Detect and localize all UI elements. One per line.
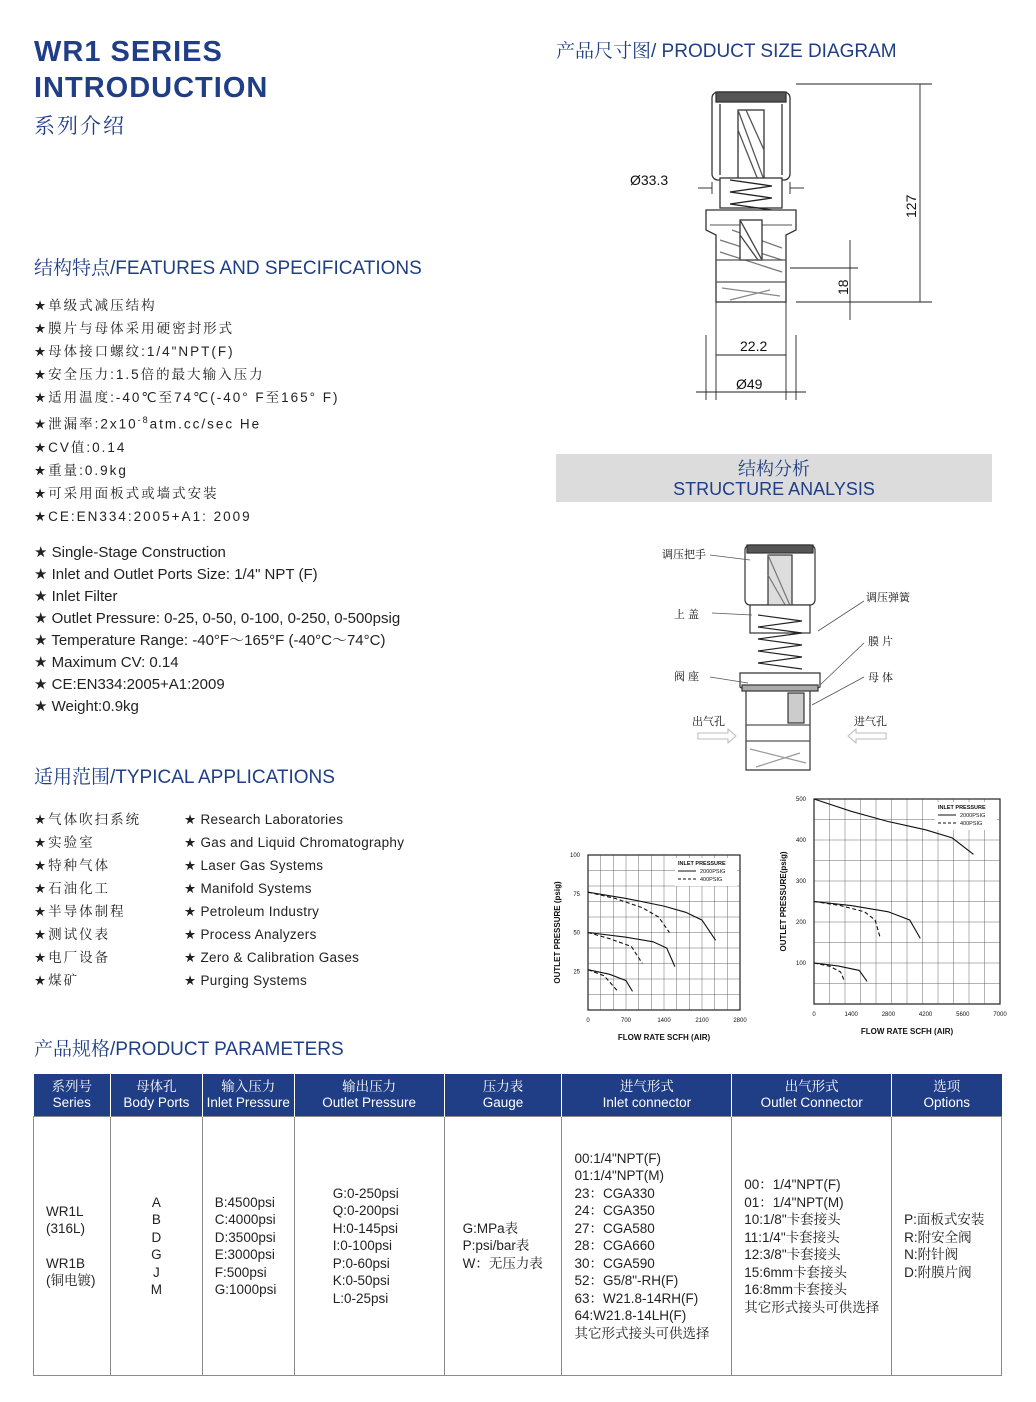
list-item: ★CV值:0.14: [34, 439, 127, 455]
legend-label: 400PSIG: [700, 877, 723, 883]
label-diaphragm: 膜 片: [868, 636, 894, 648]
series-title-line2: INTRODUCTION: [34, 72, 269, 104]
list-item: ★单级式减压结构: [34, 298, 157, 313]
x-tick-label: 1400: [657, 1018, 671, 1024]
list-item: ★适用温度:-40℃至74℃(-40° F至165° F): [34, 390, 340, 405]
features-cn-list: [34, 294, 340, 528]
list-item: ★ Inlet and Outlet Ports Size: 1/4" NPT (F): [34, 566, 318, 583]
x-tick-label: 4200: [918, 1012, 933, 1018]
flow-chart-high: [770, 795, 1015, 1050]
col-header-gauge: 压力表 Gauge: [444, 1074, 562, 1117]
list-item: ★ Purging Systems: [184, 973, 308, 988]
list-item: ★实验室: [34, 835, 95, 850]
list-item: ★ Outlet Pressure: 0-25, 0-50, 0-100, 0-250, 0-500psig: [34, 610, 401, 627]
col-header-inlet-pressure: 输入压力 Inlet Pressure: [202, 1074, 294, 1117]
list-item: ★煤矿: [34, 973, 80, 988]
list-item: ★ Weight:0.9kg: [34, 698, 139, 715]
structure-heading-en: STRUCTURE ANALYSIS: [673, 479, 875, 499]
list-item: ★气体吹扫系统: [34, 812, 142, 827]
y-axis-label: OUTLET PRESSURE (psig): [553, 881, 562, 984]
x-axis-label: FLOW RATE SCFH (AIR): [860, 1027, 954, 1036]
x-tick-label: 0: [812, 1012, 816, 1018]
label-seat: 阀 座: [674, 671, 700, 683]
list-item: ★ Gas and Liquid Chromatography: [184, 835, 405, 850]
size-diagram: [600, 70, 960, 410]
list-item: ★ Petroleum Industry: [184, 904, 320, 919]
legend-label: 2000PSIG: [700, 869, 726, 875]
structure-diagram: [650, 535, 940, 780]
y-tick-label: 25: [573, 969, 580, 976]
y-tick-label: 100: [569, 853, 580, 859]
x-tick-label: 7000: [993, 1012, 1007, 1018]
list-item: ★母体接口螺纹:1/4"NPT(F): [34, 344, 235, 359]
list-item: ★ Manifold Systems: [184, 881, 312, 896]
parameters-table: [33, 1074, 1002, 1376]
y-tick-label: 100: [795, 961, 806, 967]
list-item: ★ Zero & Calibration Gases: [184, 950, 360, 965]
y-axis-label: OUTLET PRESSURE(psig): [779, 851, 788, 952]
dim-height-label: 127: [903, 194, 919, 218]
label-outlet: 出气孔: [692, 716, 725, 728]
size-diagram-heading: 产品尺寸图/ PRODUCT SIZE DIAGRAM: [556, 41, 897, 62]
dim-body-diameter-label: Ø49: [736, 376, 763, 392]
y-tick-label: 50: [573, 930, 580, 937]
features-en-list: [34, 542, 400, 718]
list-item: ★CE:EN334:2005+A1: 2009: [34, 508, 252, 524]
x-tick-label: 2800: [733, 1018, 747, 1024]
legend-label: 2000PSIG: [960, 813, 986, 819]
parameters-heading: 产品规格/PRODUCT PARAMETERS: [34, 1039, 344, 1060]
x-tick-label: 700: [620, 1018, 632, 1024]
col-header-outlet-pressure: 输出压力 Outlet Pressure: [294, 1074, 444, 1117]
label-bonnet: 上 盖: [674, 609, 700, 621]
list-item: ★重量:0.9kg: [34, 462, 128, 478]
y-tick-label: 500: [795, 797, 806, 803]
list-item: ★半导体制程: [34, 904, 126, 919]
outlet-arrow: [698, 729, 736, 743]
series-title: [34, 34, 268, 106]
col-header-series: 系列号 Series: [34, 1074, 111, 1117]
list-item: ★泄漏率$:2x10^{-8}atm.cc/\sec$ He: [34, 415, 262, 432]
list-item: ★安全压力:1.5倍的最大输入压力: [34, 367, 265, 382]
list-item: ★ Inlet Filter: [34, 588, 118, 605]
table-row: [34, 1117, 1002, 1376]
cell-series: WR1L (316L) WR1B (铜电镀): [34, 1117, 111, 1376]
series-line: [588, 933, 675, 967]
series-line: [588, 892, 669, 932]
legend-title: INLET PRESSURE: [938, 805, 986, 811]
dim-port-spacing-label: 22.2: [740, 338, 768, 354]
x-tick-label: 1400: [844, 1012, 858, 1018]
y-tick-label: 75: [573, 891, 580, 898]
structure-heading-cn: 结构分析: [738, 459, 810, 479]
cell-body-ports: A B D G J M: [110, 1117, 202, 1376]
label-spring: 调压弹簧: [866, 592, 910, 604]
x-tick-label: 0: [586, 1018, 590, 1024]
flow-chart-low: [540, 845, 755, 1045]
cell-inlet-pressure: B:4500psi C:4000psi D:3500psi E:3000psi F:500psi G:1000psi: [202, 1117, 294, 1376]
list-item: ★测试仪表: [34, 927, 111, 942]
list-item: ★ Process Analyzers: [184, 927, 317, 942]
cell-gauge: G:MPa表 P:psi/bar表 W：无压力表: [444, 1117, 562, 1376]
applications-en-list: [184, 808, 404, 992]
applications-cn-list: [34, 808, 141, 992]
list-item: ★ Research Laboratories: [184, 812, 344, 827]
dim-port-height-label: 18: [835, 279, 851, 295]
table-header-row: [34, 1074, 1002, 1117]
legend-label: 400PSIG: [960, 821, 983, 827]
label-knob: 调压把手: [662, 549, 706, 561]
list-item: ★ Maximum CV: 0.14: [34, 654, 179, 671]
col-header-options: 选项 Options: [892, 1074, 1002, 1117]
series-line: [814, 902, 920, 939]
cell-options: P:面板式安装 R:附安全阀 N:附针阀 D:附膜片阀: [892, 1117, 1002, 1376]
col-header-outlet-connector: 出气形式 Outlet Connector: [732, 1074, 892, 1117]
structure-analysis-banner: [556, 454, 992, 502]
cell-outlet-connector: 00：1/4"NPT(F) 01：1/4"NPT(M) 10:1/8"卡套接头 11:1/4"卡套接头 12:3/8"卡套接头 15:6mm卡套接头 16:8mm卡套接头 其它形式接头可供选择: [732, 1117, 892, 1376]
applications-heading: 适用范围/TYPICAL APPLICATIONS: [34, 767, 335, 788]
col-header-inlet-connector: 进气形式 Inlet connector: [562, 1074, 732, 1117]
list-item: ★电厂设备: [34, 950, 111, 965]
list-item: ★膜片与母体采用硬密封形式: [34, 321, 235, 336]
dim-diameter-label: Ø33.3: [630, 172, 669, 188]
y-tick-label: 400: [795, 838, 806, 844]
label-body: 母 体: [868, 672, 894, 684]
series-title-cn: 系列介绍: [34, 115, 126, 138]
series-line: [588, 892, 716, 940]
cell-inlet-connector: 00:1/4"NPT(F) 01:1/4"NPT(M) 23：CGA330 24：CGA350 27：CGA580 28：CGA660 30：CGA590 52：G5/8"-RH(F) 63：W21.8-14RH(F) 64:W21.8-14LH(F) 其它形式接头可供选择: [562, 1117, 732, 1376]
list-item: ★ Temperature Range: -40°F～165°F (-40°C～74°C): [34, 632, 386, 649]
list-item: ★特种气体: [34, 858, 111, 873]
series-title-line1: WR1 SERIES: [34, 36, 223, 68]
list-item: ★可采用面板式或墙式安装: [34, 485, 219, 501]
x-tick-label: 5600: [956, 1012, 970, 1018]
list-item: ★ Single-Stage Construction: [34, 544, 226, 561]
cell-outlet-pressure: G:0-250psi Q:0-200psi H:0-145psi I:0-100psi P:0-60psi K:0-50psi L:0-25psi: [294, 1117, 444, 1376]
legend-title: INLET PRESSURE: [678, 861, 726, 867]
x-tick-label: 2100: [695, 1018, 709, 1024]
inlet-arrow: [848, 729, 886, 743]
col-header-body-ports: 母体孔 Body Ports: [110, 1074, 202, 1117]
features-heading: 结构特点/FEATURES AND SPECIFICATIONS: [34, 258, 422, 279]
list-item: ★ Laser Gas Systems: [184, 858, 324, 873]
y-tick-label: 200: [795, 920, 806, 926]
x-axis-label: FLOW RATE SCFH (AIR): [617, 1033, 711, 1042]
x-tick-label: 2800: [881, 1012, 896, 1018]
label-inlet: 进气孔: [854, 716, 887, 728]
list-item: ★石油化工: [34, 881, 111, 896]
list-item: ★ CE:EN334:2005+A1:2009: [34, 676, 225, 693]
y-tick-label: 300: [795, 879, 806, 885]
series-line: [814, 963, 845, 981]
series-line: [814, 902, 880, 939]
